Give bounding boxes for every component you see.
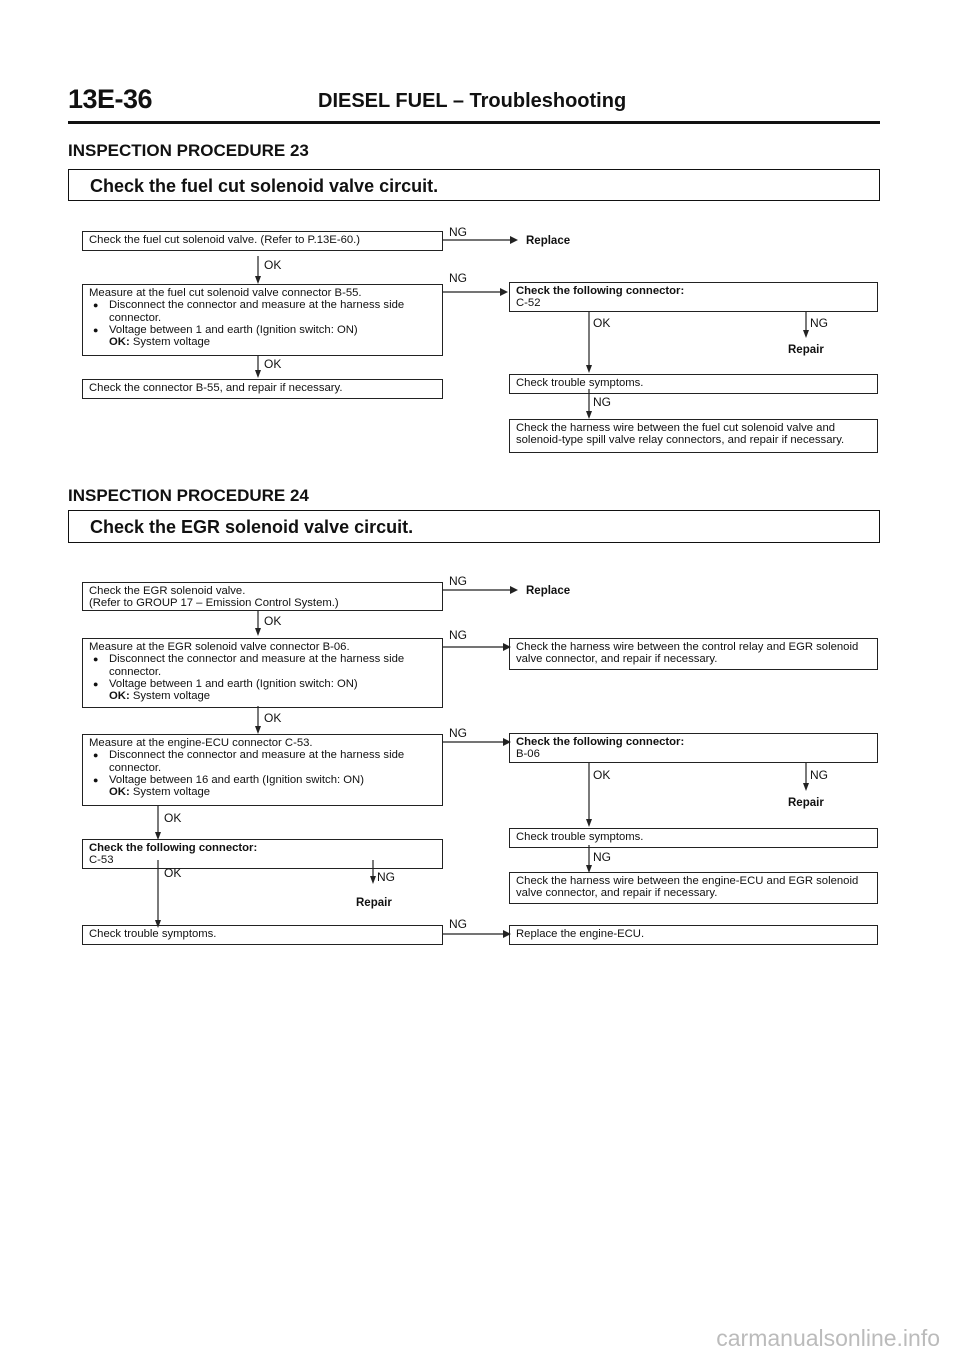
p24-step3-ok-value: System voltage xyxy=(132,786,211,799)
procedure-23-check-banner: Check the fuel cut solenoid valve circuit. xyxy=(68,169,880,201)
p24-c53-repair-text: Repair xyxy=(356,897,392,909)
p24-step1-line2: (Refer to GROUP 17 – Emission Control System.) xyxy=(89,597,339,610)
p24-harness1-box xyxy=(509,638,878,670)
procedure-23-title: INSPECTION PROCEDURE 23 xyxy=(68,141,309,160)
p23-step3-text: Check the connector B-55, and repair if necessary. xyxy=(89,382,343,394)
p23-symptoms-text: Check trouble symptoms. xyxy=(516,377,644,389)
p24-replace-ecu-text: Replace the engine-ECU. xyxy=(516,928,645,940)
p24-symptoms-left-box xyxy=(82,925,443,945)
p24-step2-ok-key: OK: xyxy=(109,690,130,703)
p23-connector-ok-label: OK xyxy=(593,316,611,330)
p23-step2-ok-value: System voltage xyxy=(132,336,211,349)
p24-step1-box xyxy=(82,582,443,611)
procedure-24-check-banner: Check the EGR solenoid valve circuit. xyxy=(68,510,880,543)
p24-step3-bullet1: ● Disconnect the connector and measure at the harness side connector. xyxy=(89,749,438,774)
p24-connector-c53-box xyxy=(82,839,443,869)
p23-replace-text: Replace xyxy=(526,235,571,247)
p24-b06-repair-text: Repair xyxy=(788,797,824,809)
p24-step3-ok-label: OK xyxy=(164,811,182,825)
p23-harness-box xyxy=(509,419,878,453)
p24-c53-ok-label: OK xyxy=(164,866,182,880)
p24-step2-ok-value: System voltage xyxy=(132,690,211,703)
p24-step3-bullet2: ● Voltage between 16 and earth (Ignition switch: ON) xyxy=(89,774,438,786)
p23-step1-text: Check the fuel cut solenoid valve. (Refer to P.13E-60.) xyxy=(89,234,361,246)
section-title: DIESEL FUEL – Troubleshooting xyxy=(318,90,627,112)
p24-step2-ok-label: OK xyxy=(264,711,282,725)
p24-symptoms-right-text: Check trouble symptoms. xyxy=(516,831,644,843)
procedure-24-title: INSPECTION PROCEDURE 24 xyxy=(68,486,309,505)
p23-connector-check-box xyxy=(509,282,878,312)
p24-symptoms-left-text: Check trouble symptoms. xyxy=(89,928,217,940)
p23-harness-text: Check the harness wire between the fuel cut solenoid valve and solenoid-type spill valve relay connectors, and repair if necessary. xyxy=(516,422,845,447)
p23-connector-ng-label: NG xyxy=(810,316,828,330)
p23-step2-box xyxy=(82,284,443,356)
p24-harness2-box xyxy=(509,872,878,904)
p24-replace-ecu-box xyxy=(509,925,878,945)
p24-step1-line1: Check the EGR solenoid valve. xyxy=(89,585,246,597)
p24-step3-line1: Measure at the engine-ECU connector C-53. xyxy=(89,737,313,749)
p24-b06-ng-label: NG xyxy=(810,768,828,782)
p23-symptoms-ng-label: NG xyxy=(593,395,611,409)
p24-step2-bullet2: ● Voltage between 1 and earth (Ignition switch: ON) xyxy=(89,678,438,690)
p24-step2-ng-label: NG xyxy=(449,628,467,642)
p24-step2-bullet1: ● Disconnect the connector and measure at the harness side connector. xyxy=(89,653,438,678)
p24-step1-ng-label: NG xyxy=(449,574,467,588)
p24-step3-ng-label: NG xyxy=(449,726,467,740)
page-number: 13E-36 xyxy=(68,84,153,114)
p23-step2-line1: Measure at the fuel cut solenoid valve connector B-55. xyxy=(89,287,362,299)
p24-step2-line1: Measure at the EGR solenoid valve connector B-06. xyxy=(89,641,350,653)
p24-c53-ng-label: NG xyxy=(377,870,395,884)
p24-connector-b06-value: B-06 xyxy=(516,748,540,761)
p23-connector-check-title: Check the following connector: xyxy=(516,285,685,297)
p23-step2-ok-label: OK xyxy=(264,357,282,371)
p24-connector-b06-title: Check the following connector: xyxy=(516,736,685,748)
watermark: carmanualsonline.info xyxy=(716,1325,940,1351)
p24-harness2-text: Check the harness wire between the engine-ECU and EGR solenoid valve connector, and repair if necessary. xyxy=(516,875,859,900)
p24-connector-c53-title: Check the following connector: xyxy=(89,842,258,854)
p23-symptoms-box xyxy=(509,374,878,394)
p24-symptoms-right-ng-label: NG xyxy=(593,850,611,864)
p24-connector-c53-value: C-53 xyxy=(89,854,114,867)
p24-connector-b06-box xyxy=(509,733,878,763)
p24-symptoms-left-ng-label: NG xyxy=(449,917,467,931)
p24-replace-text: Replace xyxy=(526,585,571,597)
p23-step2-ng-label: NG xyxy=(449,271,467,285)
p24-step1-ok-label: OK xyxy=(264,614,282,628)
p23-step2-bullet1: ● Disconnect the connector and measure at the harness side connector. xyxy=(89,299,438,324)
p24-b06-ok-label: OK xyxy=(593,768,611,782)
p23-repair-text: Repair xyxy=(788,344,824,356)
p23-step1-ng-label: NG xyxy=(449,225,467,239)
p24-symptoms-right-box xyxy=(509,828,878,848)
p24-step2-box xyxy=(82,638,443,708)
p24-step3-ok-key: OK: xyxy=(109,786,130,799)
p23-step2-bullet2: ● Voltage between 1 and earth (Ignition switch: ON) xyxy=(89,324,438,336)
p23-connector-c52: C-52 xyxy=(516,297,541,310)
p24-step3-box xyxy=(82,734,443,806)
p24-harness1-text: Check the harness wire between the control relay and EGR solenoid valve connector, and repair if necessary. xyxy=(516,641,859,666)
p23-step1-ok-label: OK xyxy=(264,258,282,272)
p23-step2-ok-key: OK: xyxy=(109,336,130,349)
p23-step3-box xyxy=(82,379,443,399)
p23-step1-box xyxy=(82,231,443,251)
